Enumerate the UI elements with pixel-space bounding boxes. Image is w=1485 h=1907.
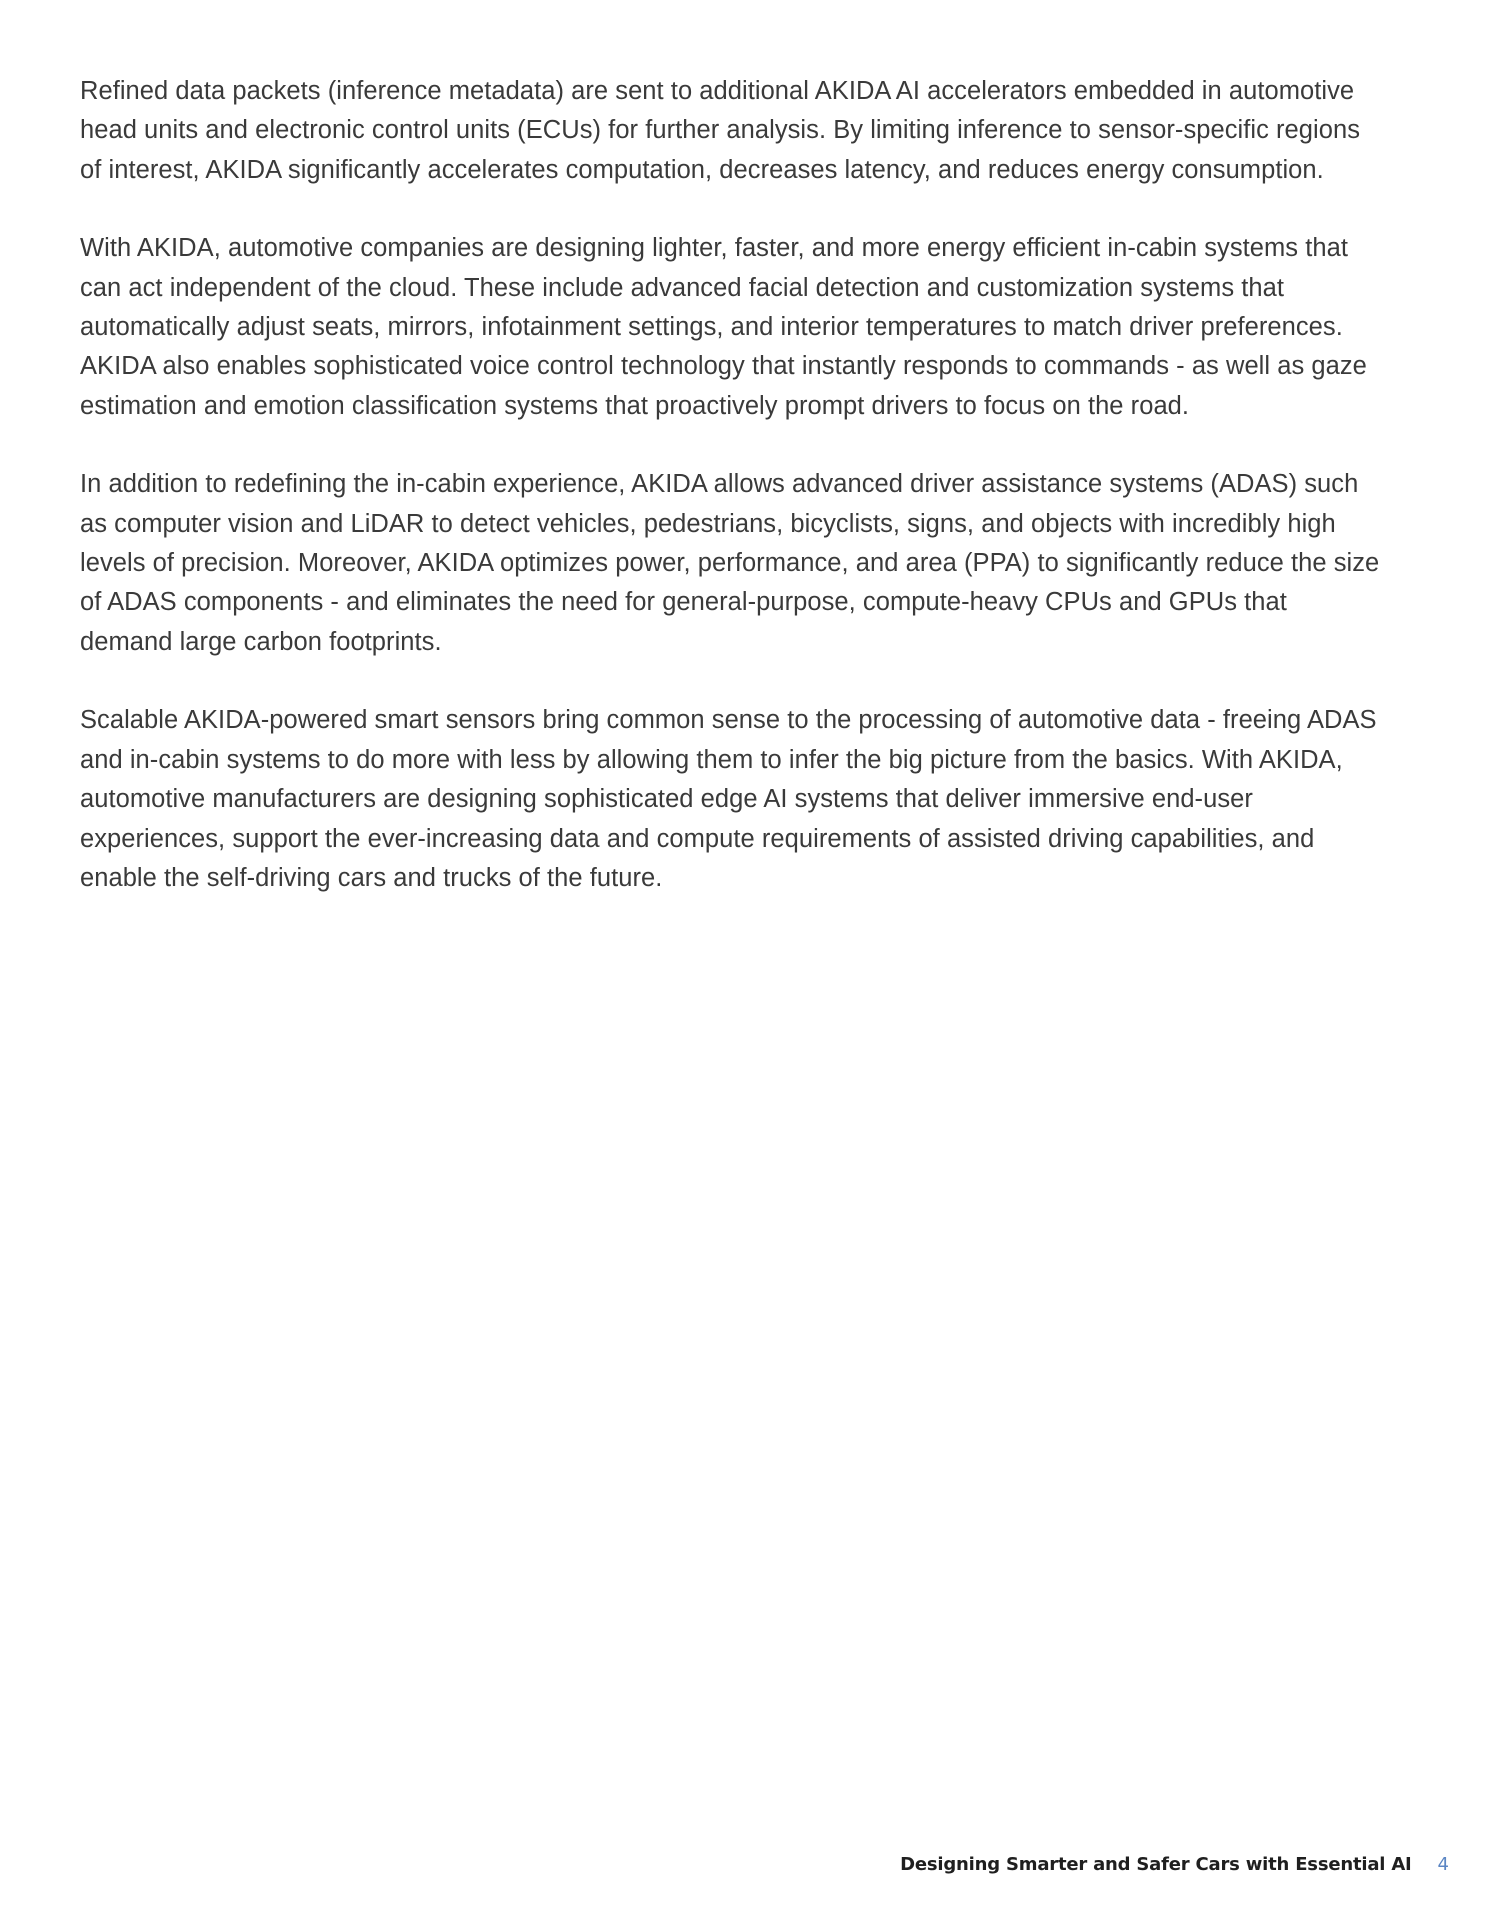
page-footer: [900, 1854, 1449, 1875]
page-number: 4: [1437, 1854, 1449, 1875]
paragraph-smart-sensors: Scalable AKIDA-powered smart sensors bring common sense to the processing of automotive data - freeing ADAS and in-cabin systems to do more with less by allowing them to infer the big picture from the basics. With AKIDA, automotive manufacturers are designing sophisticated edge AI systems that deliver immersive end-user experiences, support the ever-increasing data and compute requirements of assisted driving capabilities, and enable the self-driving cars and trucks of the future.: [80, 706, 1377, 892]
paragraph-in-cabin-systems: With AKIDA, automotive companies are designing lighter, faster, and more energy efficient in-cabin systems that can act independent of the cloud. These include advanced facial detection and customization systems that automatically adjust seats, mirrors, infotainment settings, and interior temperatures to match driver preferences. AKIDA also enables sophisticated voice control technology that instantly responds to commands - as well as gaze estimation and emotion classification systems that proactively prompt drivers to focus on the road.: [80, 234, 1367, 420]
footer-document-title: Designing Smarter and Safer Cars with Essential AI: [900, 1854, 1412, 1875]
document-body: [80, 72, 1410, 937]
paragraph-adas: In addition to redefining the in-cabin experience, AKIDA allows advanced driver assistance systems (ADAS) such as computer vision and LiDAR to detect vehicles, pedestrians, bicyclists, signs, and objects with incredibly high levels of precision. Moreover, AKIDA optimizes power, performance, and area (PPA) to significantly reduce the size of ADAS components - and eliminates the need for general-purpose, compute-heavy CPUs and GPUs that demand large carbon footprints.: [80, 470, 1380, 656]
paragraph-edge-inference: Refined data packets (inference metadata) are sent to additional AKIDA AI accelerators embedded in automotive head units and electronic control units (ECUs) for further analysis. By limiting inference to sensor-specific regions of interest, AKIDA significantly accelerates computation, decreases latency, and reduces energy consumption.: [80, 77, 1361, 184]
